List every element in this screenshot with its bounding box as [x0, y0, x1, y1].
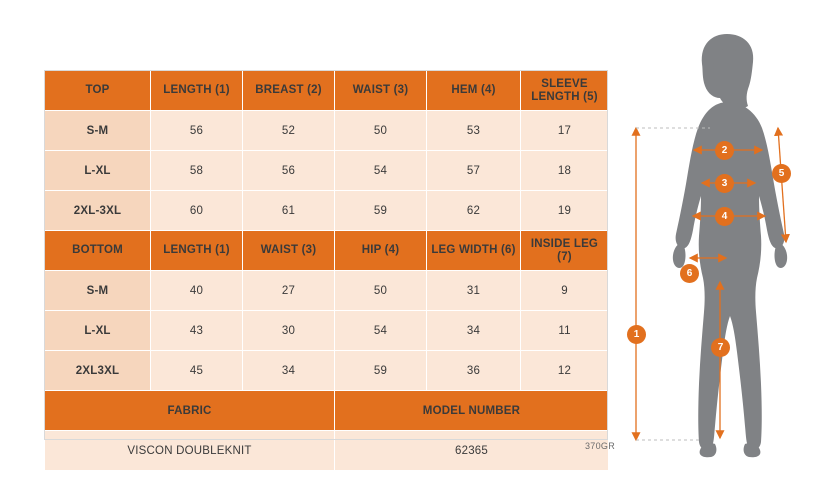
header-fabric: FABRIC: [45, 391, 335, 431]
cell-bottom-l-xl-hip: 54: [335, 311, 427, 351]
measurement-arrows: [610, 20, 840, 470]
cell-top-2xl-hem: 62: [427, 191, 521, 231]
measurement-badge-7: 7: [711, 338, 730, 357]
header-top-sleeve-length: SLEEVE LENGTH (5): [521, 71, 609, 111]
header-top-hem: HEM (4): [427, 71, 521, 111]
size-chart-table: [44, 70, 609, 471]
cell-bottom-s-m-inside-leg: 9: [521, 271, 609, 311]
cell-bottom-l-xl-length: 43: [151, 311, 243, 351]
cell-bottom-2xl-hip: 59: [335, 351, 427, 391]
table-row-top-header: [45, 71, 609, 111]
cell-top-l-xl-breast: 56: [243, 151, 335, 191]
cell-bottom-l-xl-leg-width: 34: [427, 311, 521, 351]
header-top-breast: BREAST (2): [243, 71, 335, 111]
cell-bottom-2xl-waist: 34: [243, 351, 335, 391]
row-label-top-2xl-3xl: 2XL-3XL: [45, 191, 151, 231]
cell-top-s-m-breast: 52: [243, 111, 335, 151]
cell-top-s-m-length: 56: [151, 111, 243, 151]
measurement-badge-1: 1: [627, 325, 646, 344]
cell-bottom-l-xl-waist: 30: [243, 311, 335, 351]
header-bottom-leg-width: LEG WIDTH (6): [427, 231, 521, 271]
model-figure-diagram: [610, 20, 840, 470]
table-row: [45, 351, 609, 391]
size-chart-table-wrap: [44, 70, 608, 471]
measurement-badge-5: 5: [772, 164, 791, 183]
row-label-bottom-2xl3xl: 2XL3XL: [45, 351, 151, 391]
cell-top-l-xl-sleeve: 18: [521, 151, 609, 191]
header-bottom-inside-leg: INSIDE LEG (7): [521, 231, 609, 271]
cell-top-2xl-breast: 61: [243, 191, 335, 231]
cell-top-2xl-length: 60: [151, 191, 243, 231]
cell-bottom-s-m-leg-width: 31: [427, 271, 521, 311]
table-row: [45, 151, 609, 191]
table-row-footer-value: [45, 431, 609, 471]
measurement-badge-2: 2: [715, 141, 734, 160]
cell-top-l-xl-hem: 57: [427, 151, 521, 191]
table-row: [45, 311, 609, 351]
cell-bottom-2xl-length: 45: [151, 351, 243, 391]
row-label-top-s-m: S-M: [45, 111, 151, 151]
cell-bottom-s-m-waist: 27: [243, 271, 335, 311]
measurement-badge-6: 6: [680, 264, 699, 283]
cell-top-l-xl-waist: 54: [335, 151, 427, 191]
measurement-badge-4: 4: [715, 207, 734, 226]
header-top: TOP: [45, 71, 151, 111]
header-bottom-length: LENGTH (1): [151, 231, 243, 271]
row-label-top-l-xl: L-XL: [45, 151, 151, 191]
row-label-bottom-s-m: S-M: [45, 271, 151, 311]
measurement-badge-3: 3: [715, 174, 734, 193]
cell-bottom-2xl-leg-width: 36: [427, 351, 521, 391]
cell-bottom-l-xl-inside-leg: 11: [521, 311, 609, 351]
table-row: [45, 271, 609, 311]
header-bottom: BOTTOM: [45, 231, 151, 271]
cell-top-s-m-sleeve: 17: [521, 111, 609, 151]
cell-model-number-value: 62365: [335, 431, 609, 471]
cell-bottom-s-m-hip: 50: [335, 271, 427, 311]
cell-fabric-value: VISCON DOUBLEKNIT: [45, 431, 335, 471]
cell-top-2xl-sleeve: 19: [521, 191, 609, 231]
header-top-waist: WAIST (3): [335, 71, 427, 111]
header-bottom-waist: WAIST (3): [243, 231, 335, 271]
cell-top-l-xl-length: 58: [151, 151, 243, 191]
cell-bottom-s-m-length: 40: [151, 271, 243, 311]
cell-top-s-m-hem: 53: [427, 111, 521, 151]
cell-bottom-2xl-inside-leg: 12: [521, 351, 609, 391]
table-row: [45, 111, 609, 151]
cell-top-s-m-waist: 50: [335, 111, 427, 151]
row-label-bottom-l-xl: L-XL: [45, 311, 151, 351]
product-code-label: 370GR: [585, 441, 616, 451]
table-row-bottom-header: [45, 231, 609, 271]
cell-top-2xl-waist: 59: [335, 191, 427, 231]
table-row: [45, 191, 609, 231]
header-model-number: MODEL NUMBER: [335, 391, 609, 431]
header-top-length: LENGTH (1): [151, 71, 243, 111]
table-row-footer-header: [45, 391, 609, 431]
header-bottom-hip: HIP (4): [335, 231, 427, 271]
